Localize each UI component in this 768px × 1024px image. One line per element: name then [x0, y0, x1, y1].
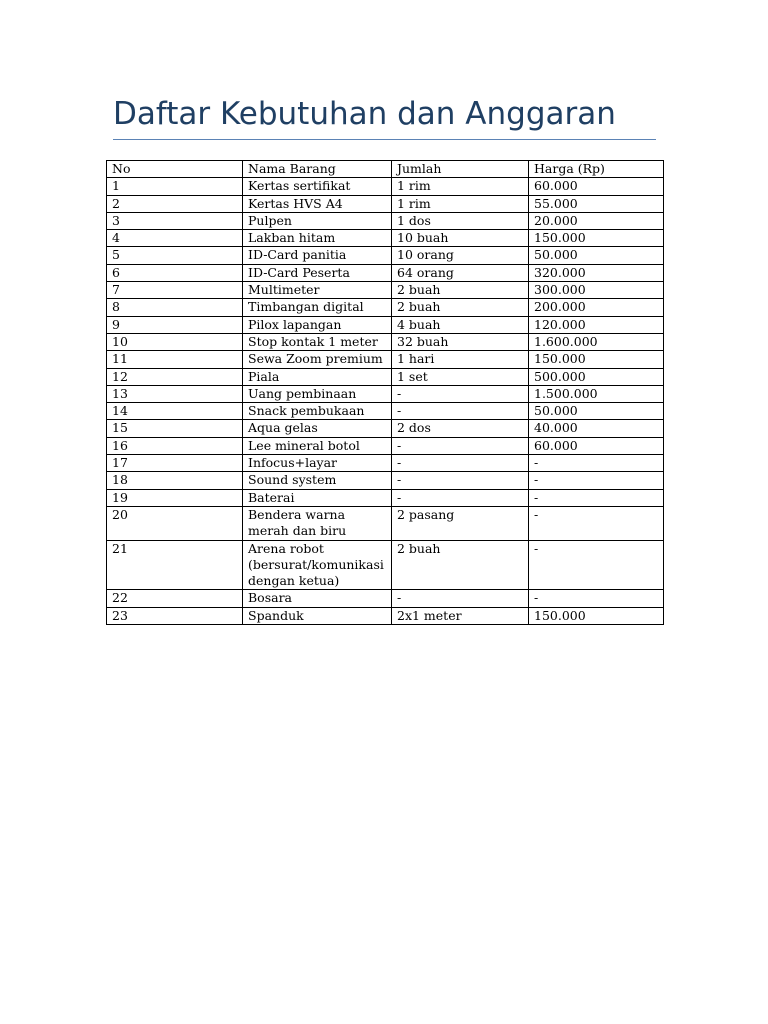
cell-no: 23 — [107, 607, 243, 624]
cell-harga: 50.000 — [529, 403, 664, 420]
cell-no: 17 — [107, 455, 243, 472]
cell-harga: 500.000 — [529, 368, 664, 385]
table-row — [107, 212, 664, 229]
cell-nama-barang: Baterai — [243, 489, 392, 506]
cell-no: 20 — [107, 506, 243, 540]
cell-jumlah: 10 orang — [392, 247, 529, 264]
cell-jumlah: 2 dos — [392, 420, 529, 437]
cell-nama-barang: ID-Card panitia — [243, 247, 392, 264]
cell-no: 13 — [107, 385, 243, 402]
cell-harga: - — [529, 506, 664, 540]
cell-jumlah: - — [392, 455, 529, 472]
table-row — [107, 195, 664, 212]
cell-harga: 1.600.000 — [529, 333, 664, 350]
cell-no: 5 — [107, 247, 243, 264]
table-row — [107, 590, 664, 607]
table-row — [107, 385, 664, 402]
header-nama-barang: Nama Barang — [243, 161, 392, 178]
cell-harga: 60.000 — [529, 437, 664, 454]
cell-jumlah: 4 buah — [392, 316, 529, 333]
document-title: Daftar Kebutuhan dan Anggaran — [113, 96, 616, 132]
table-row — [107, 247, 664, 264]
table-row — [107, 420, 664, 437]
cell-harga: - — [529, 590, 664, 607]
cell-jumlah: 2 pasang — [392, 506, 529, 540]
cell-nama-barang: Pulpen — [243, 212, 392, 229]
cell-jumlah: - — [392, 489, 529, 506]
cell-harga: 200.000 — [529, 299, 664, 316]
cell-jumlah: 32 buah — [392, 333, 529, 350]
cell-jumlah: - — [392, 472, 529, 489]
cell-no: 22 — [107, 590, 243, 607]
cell-harga: 1.500.000 — [529, 385, 664, 402]
table-row — [107, 230, 664, 247]
table-row — [107, 333, 664, 350]
cell-nama-barang: Spanduk — [243, 607, 392, 624]
budget-table — [106, 160, 664, 625]
cell-no: 6 — [107, 264, 243, 281]
cell-jumlah: 2 buah — [392, 299, 529, 316]
cell-nama-barang: Bendera warna merah dan biru — [243, 506, 392, 540]
cell-jumlah: 1 rim — [392, 178, 529, 195]
cell-harga: 50.000 — [529, 247, 664, 264]
cell-harga: 150.000 — [529, 607, 664, 624]
cell-jumlah: - — [392, 385, 529, 402]
table-row — [107, 178, 664, 195]
table-row — [107, 506, 664, 540]
cell-jumlah: 1 dos — [392, 212, 529, 229]
cell-nama-barang: Lakban hitam — [243, 230, 392, 247]
cell-no: 9 — [107, 316, 243, 333]
cell-harga: 40.000 — [529, 420, 664, 437]
cell-harga: 55.000 — [529, 195, 664, 212]
cell-no: 18 — [107, 472, 243, 489]
cell-no: 11 — [107, 351, 243, 368]
cell-no: 14 — [107, 403, 243, 420]
cell-jumlah: - — [392, 590, 529, 607]
table-body — [107, 178, 664, 625]
table-row — [107, 437, 664, 454]
cell-no: 3 — [107, 212, 243, 229]
cell-no: 16 — [107, 437, 243, 454]
cell-nama-barang: Arena robot (bersurat/komunikasi dengan ketua) — [243, 540, 392, 590]
table-row — [107, 540, 664, 590]
cell-jumlah: 1 set — [392, 368, 529, 385]
table-row — [107, 607, 664, 624]
cell-jumlah: 2 buah — [392, 282, 529, 299]
cell-nama-barang: Infocus+layar — [243, 455, 392, 472]
table-row — [107, 472, 664, 489]
cell-jumlah: - — [392, 403, 529, 420]
cell-no: 8 — [107, 299, 243, 316]
table-row — [107, 299, 664, 316]
cell-nama-barang: Stop kontak 1 meter — [243, 333, 392, 350]
cell-no: 4 — [107, 230, 243, 247]
cell-harga: - — [529, 489, 664, 506]
cell-no: 10 — [107, 333, 243, 350]
table-row — [107, 282, 664, 299]
cell-jumlah: 1 rim — [392, 195, 529, 212]
header-no: No — [107, 161, 243, 178]
table-row — [107, 489, 664, 506]
header-harga: Harga (Rp) — [529, 161, 664, 178]
table-row — [107, 455, 664, 472]
cell-jumlah: 1 hari — [392, 351, 529, 368]
cell-harga: - — [529, 472, 664, 489]
cell-harga: 300.000 — [529, 282, 664, 299]
cell-nama-barang: Uang pembinaan — [243, 385, 392, 402]
table-row — [107, 264, 664, 281]
cell-jumlah: 2 buah — [392, 540, 529, 590]
cell-harga: 60.000 — [529, 178, 664, 195]
cell-nama-barang: Kertas HVS A4 — [243, 195, 392, 212]
cell-harga: 20.000 — [529, 212, 664, 229]
cell-nama-barang: Sound system — [243, 472, 392, 489]
cell-no: 15 — [107, 420, 243, 437]
table-header-row — [107, 161, 664, 178]
cell-nama-barang: Sewa Zoom premium — [243, 351, 392, 368]
cell-nama-barang: Aqua gelas — [243, 420, 392, 437]
header-jumlah: Jumlah — [392, 161, 529, 178]
cell-nama-barang: Bosara — [243, 590, 392, 607]
cell-nama-barang: Snack pembukaan — [243, 403, 392, 420]
cell-harga: - — [529, 455, 664, 472]
cell-jumlah: 10 buah — [392, 230, 529, 247]
cell-harga: 150.000 — [529, 230, 664, 247]
cell-jumlah: 64 orang — [392, 264, 529, 281]
cell-nama-barang: Timbangan digital — [243, 299, 392, 316]
cell-no: 7 — [107, 282, 243, 299]
cell-no: 1 — [107, 178, 243, 195]
cell-no: 21 — [107, 540, 243, 590]
cell-nama-barang: Multimeter — [243, 282, 392, 299]
cell-jumlah: 2x1 meter — [392, 607, 529, 624]
cell-nama-barang: Lee mineral botol — [243, 437, 392, 454]
cell-nama-barang: Kertas sertifikat — [243, 178, 392, 195]
table-row — [107, 403, 664, 420]
table-row — [107, 368, 664, 385]
cell-harga: 120.000 — [529, 316, 664, 333]
cell-harga: - — [529, 540, 664, 590]
cell-jumlah: - — [392, 437, 529, 454]
cell-harga: 150.000 — [529, 351, 664, 368]
cell-no: 19 — [107, 489, 243, 506]
title-underline — [113, 139, 656, 140]
cell-nama-barang: ID-Card Peserta — [243, 264, 392, 281]
cell-nama-barang: Pilox lapangan — [243, 316, 392, 333]
cell-nama-barang: Piala — [243, 368, 392, 385]
cell-no: 2 — [107, 195, 243, 212]
table-row — [107, 351, 664, 368]
cell-no: 12 — [107, 368, 243, 385]
table-row — [107, 316, 664, 333]
cell-harga: 320.000 — [529, 264, 664, 281]
